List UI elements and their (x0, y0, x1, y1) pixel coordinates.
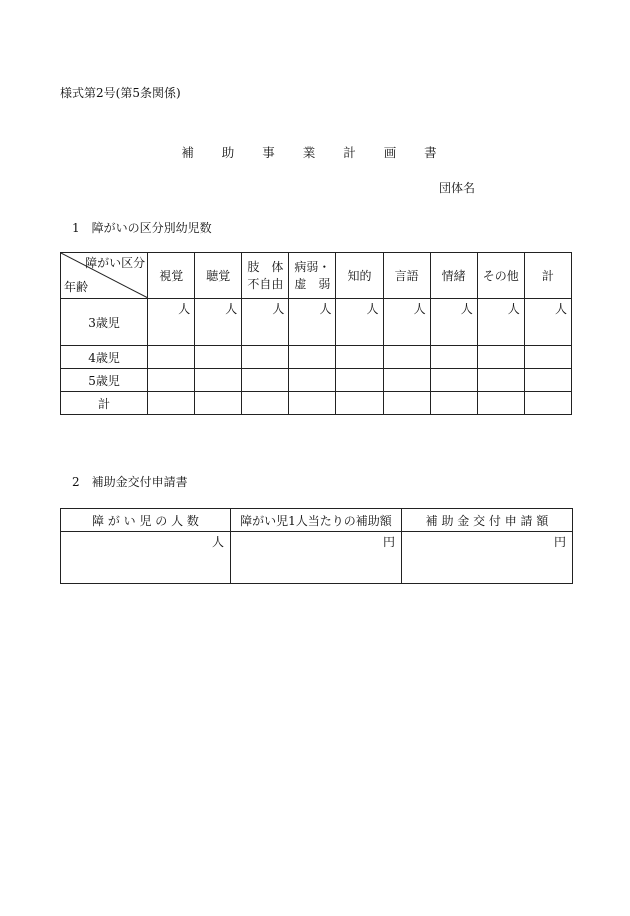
section2-heading: 2 補助金交付申請書 (72, 475, 188, 489)
application-amount-cell: 円 (402, 532, 573, 584)
column-header: 肢 体 不自由 (242, 253, 289, 299)
count-cell (289, 392, 336, 415)
organization-label: 団体名 (439, 181, 476, 195)
table-row (61, 392, 572, 415)
count-cell (477, 346, 524, 369)
table-row (61, 299, 572, 346)
count-cell (430, 346, 477, 369)
column-header: 障がい児1人当たりの補助額 (231, 509, 402, 532)
row-label: 5歳児 (61, 369, 148, 392)
count-cell: 人 (148, 299, 195, 346)
corner-top-label: 障がい区分 (85, 256, 146, 270)
count-cell: 人 (430, 299, 477, 346)
column-header: 知的 (336, 253, 383, 299)
column-header: 言語 (383, 253, 430, 299)
section1-heading: 1 障がいの区分別幼児数 (72, 221, 212, 235)
row-label: 3歳児 (61, 299, 148, 346)
child-count-cell: 人 (61, 532, 231, 584)
row-label: 計 (61, 392, 148, 415)
corner-cell (61, 253, 148, 299)
form-number: 様式第2号(第5条関係) (60, 86, 181, 100)
column-header: 聴覚 (195, 253, 242, 299)
column-header: 視覚 (148, 253, 195, 299)
corner-bottom-label: 年齢 (64, 280, 89, 294)
count-cell: 人 (477, 299, 524, 346)
count-cell (148, 369, 195, 392)
count-cell (195, 392, 242, 415)
table-row (61, 346, 572, 369)
count-cell: 人 (242, 299, 289, 346)
count-cell: 人 (289, 299, 336, 346)
count-cell (383, 392, 430, 415)
column-header: 障 が い 児 の 人 数 (61, 509, 231, 532)
count-cell (524, 392, 571, 415)
row-label: 4歳児 (61, 346, 148, 369)
column-header: 補 助 金 交 付 申 請 額 (402, 509, 573, 532)
count-cell (195, 369, 242, 392)
count-cell (477, 369, 524, 392)
count-cell (195, 346, 242, 369)
count-cell (430, 392, 477, 415)
count-cell (430, 369, 477, 392)
count-cell (242, 346, 289, 369)
count-cell (148, 346, 195, 369)
table-row (61, 369, 572, 392)
column-header: その他 (477, 253, 524, 299)
count-cell: 人 (383, 299, 430, 346)
disability-count-table (60, 252, 572, 415)
count-cell (524, 346, 571, 369)
column-header: 病弱・ 虚 弱 (289, 253, 336, 299)
count-cell (336, 369, 383, 392)
count-cell: 人 (195, 299, 242, 346)
count-cell (289, 369, 336, 392)
count-cell (383, 369, 430, 392)
count-cell (383, 346, 430, 369)
column-header: 計 (524, 253, 571, 299)
per-child-amount-cell: 円 (231, 532, 402, 584)
count-cell (477, 392, 524, 415)
column-header: 情緒 (430, 253, 477, 299)
subsidy-application-table (60, 508, 573, 584)
count-cell (289, 346, 336, 369)
document-title: 補 助 事 業 計 画 書 (181, 145, 449, 160)
count-cell (148, 392, 195, 415)
count-cell: 人 (524, 299, 571, 346)
count-cell (242, 369, 289, 392)
count-cell (242, 392, 289, 415)
count-cell (336, 346, 383, 369)
count-cell (336, 392, 383, 415)
table-row (61, 532, 573, 584)
count-cell (524, 369, 571, 392)
count-cell: 人 (336, 299, 383, 346)
